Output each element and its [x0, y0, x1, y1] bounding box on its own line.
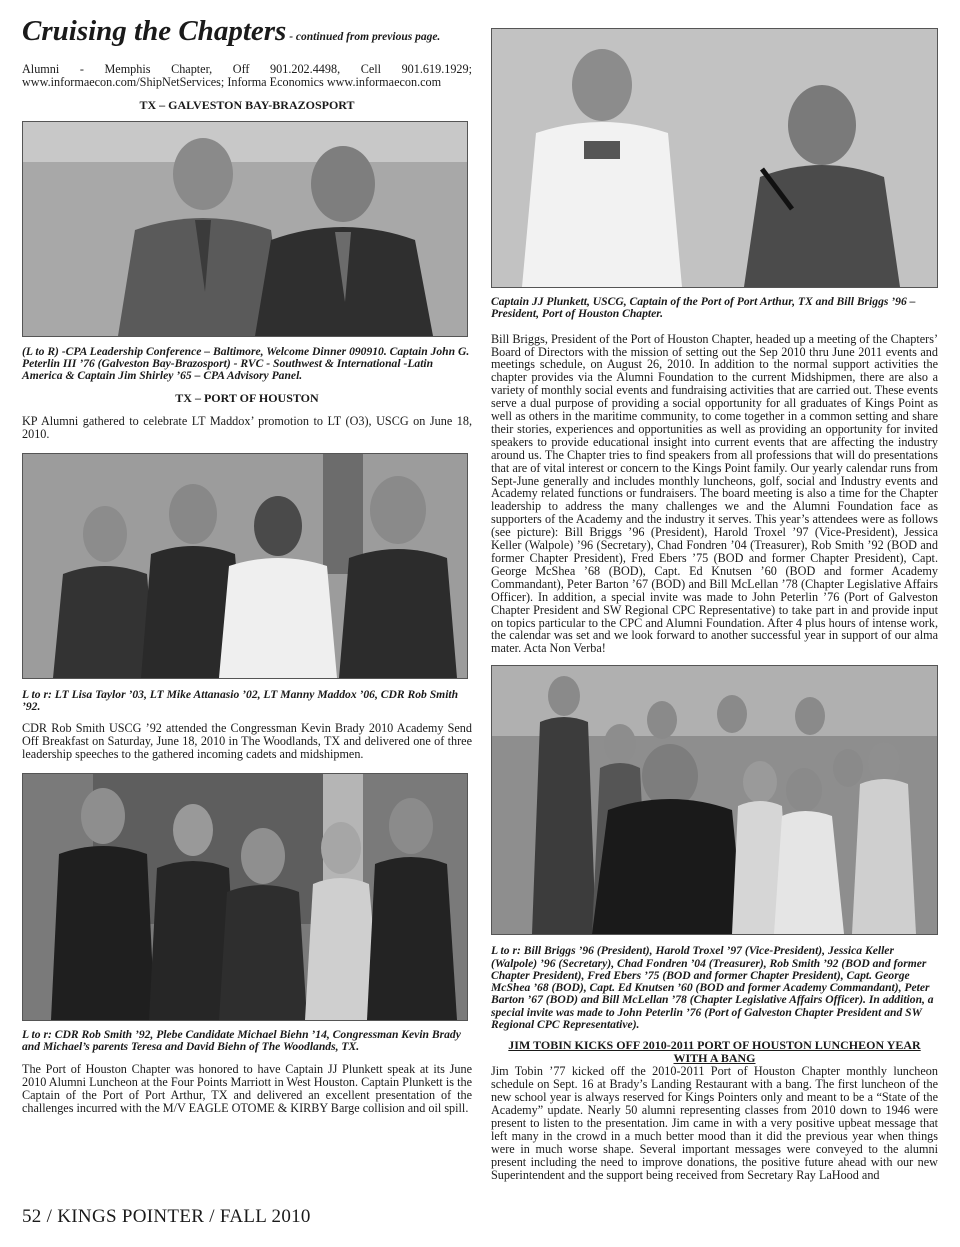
heading-houston: TX – PORT OF HOUSTON	[175, 390, 319, 405]
caption-board-of-directors: L to r: Bill Briggs ’96 (President), Harold Troxel ’97 (Vice-President), Jessica Keller (Walpole) ’96 (Secretary), Chad Fondren ’04 (Treasurer), Rob Smith ’92 (BOD and former Chapter President), Fred Ebers ’75 (BOD and former Chapter President), Capt. George McShea ’68 (BOD), Capt. Ed Knutsen ’60 (BOD and former Academy Commandant), Peter Barton ’67 (BOD) and Bill McLellan ’78 (Chapter Legislative Affairs Officer). In addition, a special invite was made to John Peterlin ’76 (Port of Galveston Chapter President and SW Regional CPC Representative).	[491, 944, 934, 1032]
send-off-breakfast-text: CDR Rob Smith USCG ’92 attended the Congressman Kevin Brady 2010 Academy Send Off Breakfast on Saturday, June 18, 2010 in The Woodlands, TX and delivered one of three leadership speeches to the gathered incoming cadets and midshipmen.	[22, 721, 472, 761]
caption-send-off-breakfast: L to r: CDR Rob Smith ’92, Plebe Candidate Michael Biehn ’14, Congressman Kevin Brady and Michael’s parents Teresa and David Biehn of The Woodlands, TX.	[22, 1027, 461, 1054]
photo-send-off-breakfast	[22, 773, 468, 1021]
board-meeting-text: Bill Briggs, President of the Port of Houston Chapter, headed up a meeting of the Chapters’ Board of Directors with the mission of setting out the Sep 2010 thru June 2011 events and meetings schedule, on August 26, 2010. In addition to the normal support activities the chapter provides via the Alumni Foundation to the current Midshipmen, there are also a variety of monthly social events and fundraising activities that are carried out. These events serve a dual purpose of providing a social opportunity for all graduates of Kings Point as well as others in the maritime community, to come together in a common setting and share their stories, experiences and opportunities as well as providing an opportunity for invited speakers to provide educational insight into current events that are affecting the industry around us. The Chapter tries to find speakers from all professions that will do presentations that are of vital interest or concern to the Kings Point family. Our yearly calendar runs from Sept-June generally and includes monthly luncheons, golf, social and Industry events and Academy related functions or fundraisers. The board meeting is also a time for the Chapter leadership to address the many challenges we and the Alumni Foundation face as supporters of the Academy and the industry it serves. This year’s attendees were as follows (see picture): Bill Briggs ’96 (President), Harold Troxel ’97 (Vice-President), Jessica Keller (Walpole) ’96 (Secretary), Chad Fondren ’04 (Treasurer), Rob Smith ’92 (BOD and former Chapter President), Fred Ebers ’75 (BOD and former Chapter President), Capt. George McShea ’68 (BOD), Capt. Ed Knutsen ’60 (BOD and former Academy Commandant), Peter Barton ’67 (BOD) and Bill McLellan ’78 (Chapter Legislative Affairs Officer). In addition, a special invite was made to John Peterlin ’76 (Port of Galveston Chapter President and SW Regional CPC Representative) to take part in and provide input on topics particular to the CPC and Alumni Foundation. After 4 plus hours of intense work, the calendar was set and we look forward to another successful year in support of our alma mater. Acta Non Verba!	[491, 331, 938, 656]
title-continued: - continued from previous page.	[286, 31, 441, 43]
memphis-contact-text: Alumni - Memphis Chapter, Off 901.202.4498, Cell 901.619.1929; www.informaecon.com/ShipNetServices; Informa Economics www.informaecon.com	[22, 62, 472, 89]
jim-tobin-text: Jim Tobin ’77 kicked off the 2010-2011 Port of Houston Chapter monthly luncheon schedule on Sept. 16 at Brady’s Landing Restaurant with a bang. The first luncheon of the new school year is always reserved for Kings Pointers only and meant to be a “State of the Academy” update. Nearly 50 alumni representing classes from 2010 down to 1946 were present to listen to the presentation. Jim came in with a very positive upbeat message that left many in the crowd in a much better mood than it did the previous year when things were in much worse shape. Several important messages were conveyed to the alumni present including the need to improve donations, the positive future ahead with our new Superintendent and the support being received from Secretary Ray LaHood and	[491, 1064, 938, 1182]
photo-board-of-directors	[491, 665, 938, 935]
caption-galveston: (L to R) -CPA Leadership Conference – Baltimore, Welcome Dinner 090910. Captain John G. Peterlin III ’76 (Galveston Bay-Brazosport) - RVC - Southwest & International -Latin America & Captain Jim Shirley ’65 – CPA Advisory Panel.	[22, 344, 470, 383]
caption-plunkett-briggs: Captain JJ Plunkett, USCG, Captain of the Port of Port Arthur, TX and Bill Briggs ’96 – President, Port of Houston Chapter.	[491, 295, 916, 321]
caption-maddox-promotion: L to r: LT Lisa Taylor ’03, LT Mike Attanasio ’02, LT Manny Maddox ’06, CDR Rob Smith ’92.	[22, 687, 459, 713]
photo-maddox-promotion	[22, 453, 468, 679]
title-text: Cruising the Chapters	[22, 15, 287, 47]
photo-galveston	[22, 121, 468, 337]
left-column	[22, 14, 472, 1115]
heading-galveston: TX – GALVESTON BAY-BRAZOSPORT	[139, 97, 355, 112]
photo-plunkett-briggs	[491, 28, 938, 288]
page-title	[22, 14, 472, 54]
heading-jim-tobin: JIM TOBIN KICKS OFF 2010-2011 PORT OF HOUSTON LUNCHEON YEAR WITH A BANG	[508, 1038, 921, 1066]
page-footer: 52 / KINGS POINTER / FALL 2010	[22, 1206, 311, 1227]
maddox-promotion-text: KP Alumni gathered to celebrate LT Maddox’ promotion to LT (O3), USCG on June 18, 2010.	[22, 413, 472, 441]
plunkett-luncheon-text: The Port of Houston Chapter was honored to have Captain JJ Plunkett speak at its June 2010 Alumni Luncheon at the Four Points Marriott in West Houston. Captain Plunkett is the Captain of the Port of Port Arthur, TX and delivered an excellent presentation of the challenges incurred with the M/V EAGLE OTOME & KIRBY Barge collision and oil spill.	[22, 1062, 472, 1116]
right-column	[491, 28, 938, 1181]
